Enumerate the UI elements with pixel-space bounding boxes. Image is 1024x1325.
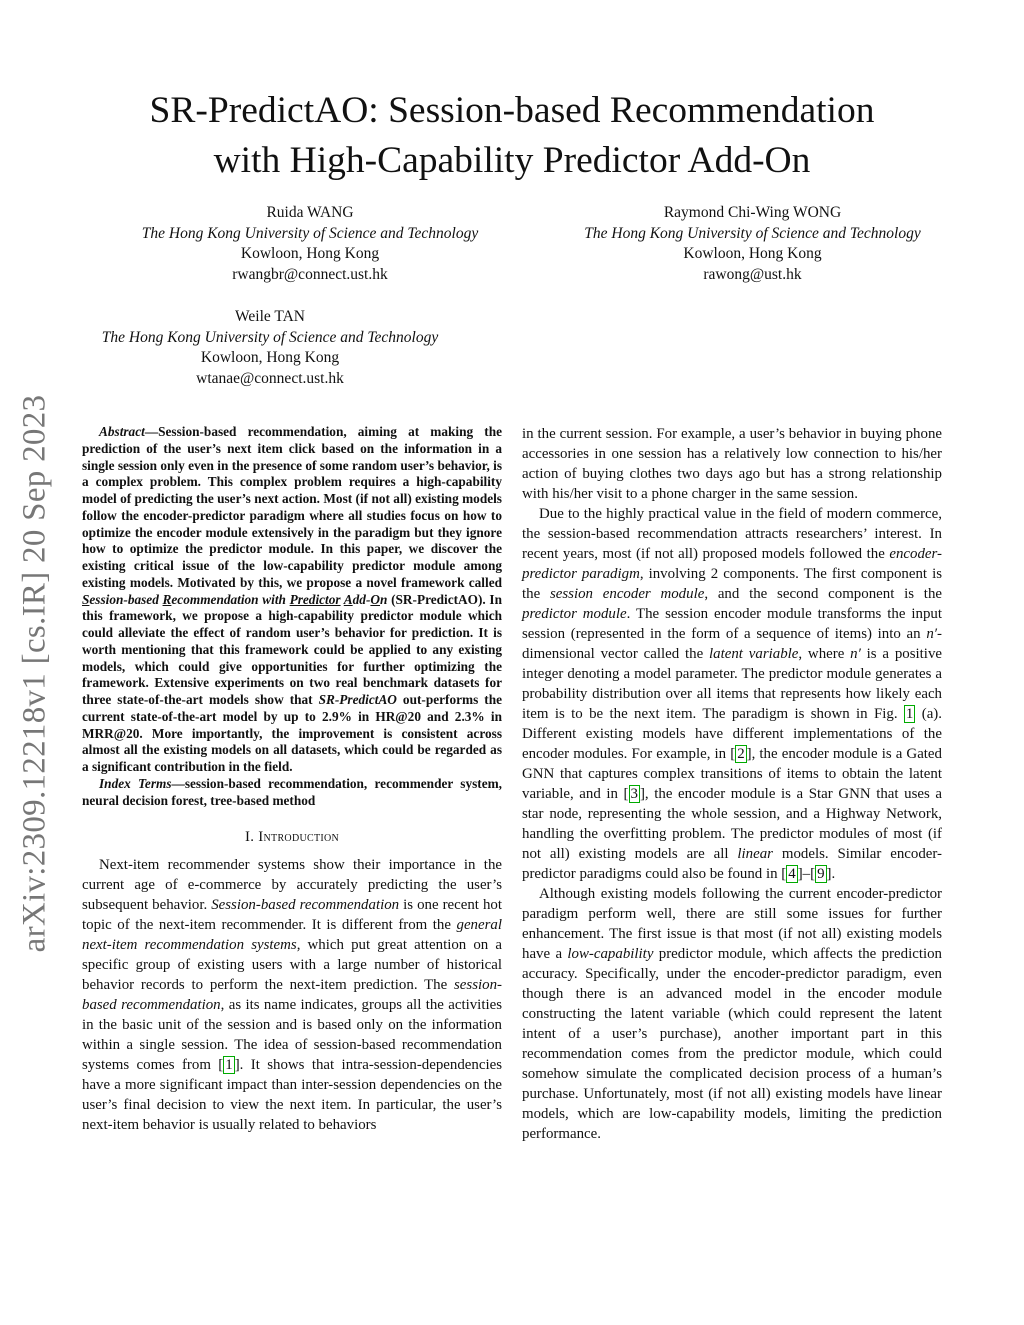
emphasis: Session-based recommendation (211, 897, 400, 914)
abstract-text: out-performs the current state-of-the-art model by up to 2.9% in HR@20 and 2.3% in MRR@20. More importantly, the improvement is consistent across almost all the existing models on all datasets, which could be regarded as a significant contribution in the field. (82, 692, 502, 774)
author-location: Kowloon, Hong Kong (240, 245, 380, 262)
arxiv-stamp: arXiv:2309.12218v1 [cs.IR] 20 Sep 2023 (16, 394, 53, 953)
section-number: I. (244, 829, 259, 846)
name-initial: O (370, 591, 380, 607)
index-terms-text: —session-based recommendation, recommender system, neural decision forest, tree-based method (82, 775, 502, 808)
text: Next-item recommender systems show their importance in the current age of e-commerce by accurately predicting the user’s subsequent behavior. (82, 857, 502, 914)
text: ], the encoder module is a Gated GNN that captures complex transitions of items to obtain the latent variable, and in [ (522, 746, 942, 802)
text: is one recent hot topic of the next-item recommender. It is different from the (82, 897, 502, 934)
abstract-text: (SR-PredictAO). In this framework, we propose a high-capability predictor module which could alleviate the effect of random user’s behavior for prediction. It is worth mentioning that this framework could be applied to any existing models, which could give opportunities for further optimizing the framework. Extensive experiments on two real benchmark datasets for three state-of-the-art models show that (82, 591, 503, 707)
text: , which put great attention on a specific group of existing users with a large number of historical behavior records to perform the next-item prediction. The (82, 937, 502, 994)
author-location: Kowloon, Hong Kong (200, 349, 340, 366)
text: models. Similar encoder-predictor paradigms could also be found in [ (522, 846, 942, 882)
name-part: n (380, 591, 388, 607)
name-part: ecommendation with (171, 591, 290, 607)
author-email: rawong@ust.hk (703, 265, 802, 283)
text: Although existing models following the current encoder-predictor paradigm perform well, there are still some issues for further enhancement. The first issue is that most (if not all) existing models have a (522, 886, 942, 962)
text: ]–[ (797, 866, 816, 882)
text: , where (798, 646, 851, 662)
text: (a). Different existing models have different implementations of the encoder modules. For example, in [ (522, 706, 942, 762)
author-name: Weile TAN (235, 308, 305, 325)
author-block-1 (80, 203, 540, 285)
emphasis: predictor module (522, 606, 627, 622)
author-name: Raymond Chi-Wing WONG (663, 204, 842, 221)
author-affiliation: The Hong Kong University of Science and Technology (141, 224, 479, 242)
index-terms-label: Index Terms (99, 775, 172, 791)
intro-paragraph-1 (82, 855, 502, 1135)
intro-paragraph-3 (522, 884, 942, 1144)
author-affiliation: The Hong Kong University of Science and Technology (101, 328, 439, 346)
emphasis: low-capability (567, 946, 654, 962)
index-terms (82, 776, 502, 810)
citation-link[interactable]: 4 (788, 866, 796, 882)
emphasis: linear (737, 846, 773, 862)
name-initial: Predictor (289, 591, 341, 607)
title-line-2: with High-Capability Predictor Add-On (213, 140, 811, 181)
text: -dimensional vector called the (522, 626, 942, 662)
paper-title (80, 86, 944, 186)
author-name: Ruida WANG (266, 204, 354, 221)
citation-link[interactable]: 1 (225, 1057, 233, 1074)
emphasis: encoder-predictor paradigm (522, 546, 942, 582)
abstract-text: —Session-based recommendation, aiming at making the prediction of the user’s next item click based on the information in a single session only even in the presence of some random user’s behavior, is a complex problem. This complex problem requires a high-capability model of predicting the user’s next action. Most (if not all) existing models follow the encoder-predictor paradigm where all studies focus on how to optimize the encoder module extensively in the paradigm but they ignore how to optimize the predictor module. In this paper, we discover the existing critical issue of the low-capability predictor module among existing models. Motivated by this, we propose a novel framework called (82, 424, 502, 590)
emphasis: session-based recommendation (82, 977, 502, 1014)
emphasis: session encoder module (549, 586, 705, 602)
author-email: wtanae@connect.ust.hk (196, 369, 344, 387)
intro-paragraph-1-cont: in the current session. For example, a user’s behavior in buying phone accessories in one session has a relatively low connection to his/her action of buying clothes two days ago but has a strong relationship with his/her visit to a phone charger in the same session. (522, 426, 942, 502)
name-initial: S (82, 591, 90, 607)
intro-paragraph-2 (522, 504, 942, 884)
abstract-label: Abstract (99, 424, 145, 439)
name-initial: A (343, 591, 353, 607)
text: , involving 2 components. The first component is the (522, 566, 942, 602)
abstract (82, 424, 502, 776)
citation-link[interactable]: 9 (817, 866, 825, 882)
citation-link[interactable]: 3 (630, 786, 638, 802)
section-heading (82, 827, 502, 847)
text: ]. (826, 866, 836, 882)
author-affiliation: The Hong Kong University of Science and Technology (584, 224, 921, 242)
name-initial: R (162, 591, 172, 607)
emphasis: latent variable (709, 646, 799, 662)
author-location: Kowloon, Hong Kong (683, 245, 822, 262)
author-block-2 (520, 203, 985, 285)
text: is a positive integer denoting a model parameter. The predictor module generates a probability distribution over all items that represents how likely each item is to be the next item. The paradigm is shown in Fig. (522, 646, 942, 722)
text: , and the second component is the (704, 586, 942, 602)
text: predictor module, which affects the prediction accuracy. Specifically, under the encoder-predictor paradigm, even though there is an advanced model in the encoder module constructing the latent variable (which could represent the latent intent of a user’s purchase), another important part in this recommendation comes from the predictor module, which could somehow simulate the complicated decision process of a human’s purchase. Unfortunately, most (if not all) existing models have linear models, which are low-capability models, limiting the prediction performance. (522, 946, 942, 1142)
title-line-1: SR-PredictAO: Session-based Recommendation (149, 90, 875, 131)
figure-link[interactable]: 1 (905, 706, 914, 722)
author-email: rwangbr@connect.ust.hk (232, 265, 388, 283)
right-column (522, 424, 942, 1144)
model-name: SR-PredictAO (318, 692, 397, 707)
name-part: dd- (352, 591, 371, 607)
math: n′ (926, 626, 938, 642)
text: . The session encoder module transforms the input session (represented in the form of a sequence of items) into an (522, 606, 942, 642)
section-title: Introduction (258, 829, 340, 846)
text: , as its name indicates, groups all the activities in the basic unit of the session and is based only on the information within a single session. The idea of session-based recommendation systems comes from [ (82, 997, 502, 1074)
citation-link[interactable]: 2 (737, 746, 745, 762)
math: n′ (850, 646, 861, 662)
author-block-3 (40, 307, 500, 389)
text: ]. It shows that intra-session-dependencies have a more significant impact than inter-session dependencies on the user’s final decision to view the next item. In particular, the user’s next-item behavior is usually related to behaviors (82, 1057, 502, 1134)
emphasis: general next-item recommendation systems (82, 917, 502, 954)
text: Due to the highly practical value in the field of modern commerce, the session-based recommendation attracts researchers’ interest. In recent years, most (if not all) proposed models followed the (522, 506, 942, 562)
name-part: ession-based (89, 591, 163, 607)
left-column (82, 424, 502, 1135)
text: ], the encoder module is a Star GNN that uses a star node, representing the whole session, and a Highway Network, handling the overfitting problem. The predictor modules of most (if not all) existing models are all (522, 786, 942, 862)
